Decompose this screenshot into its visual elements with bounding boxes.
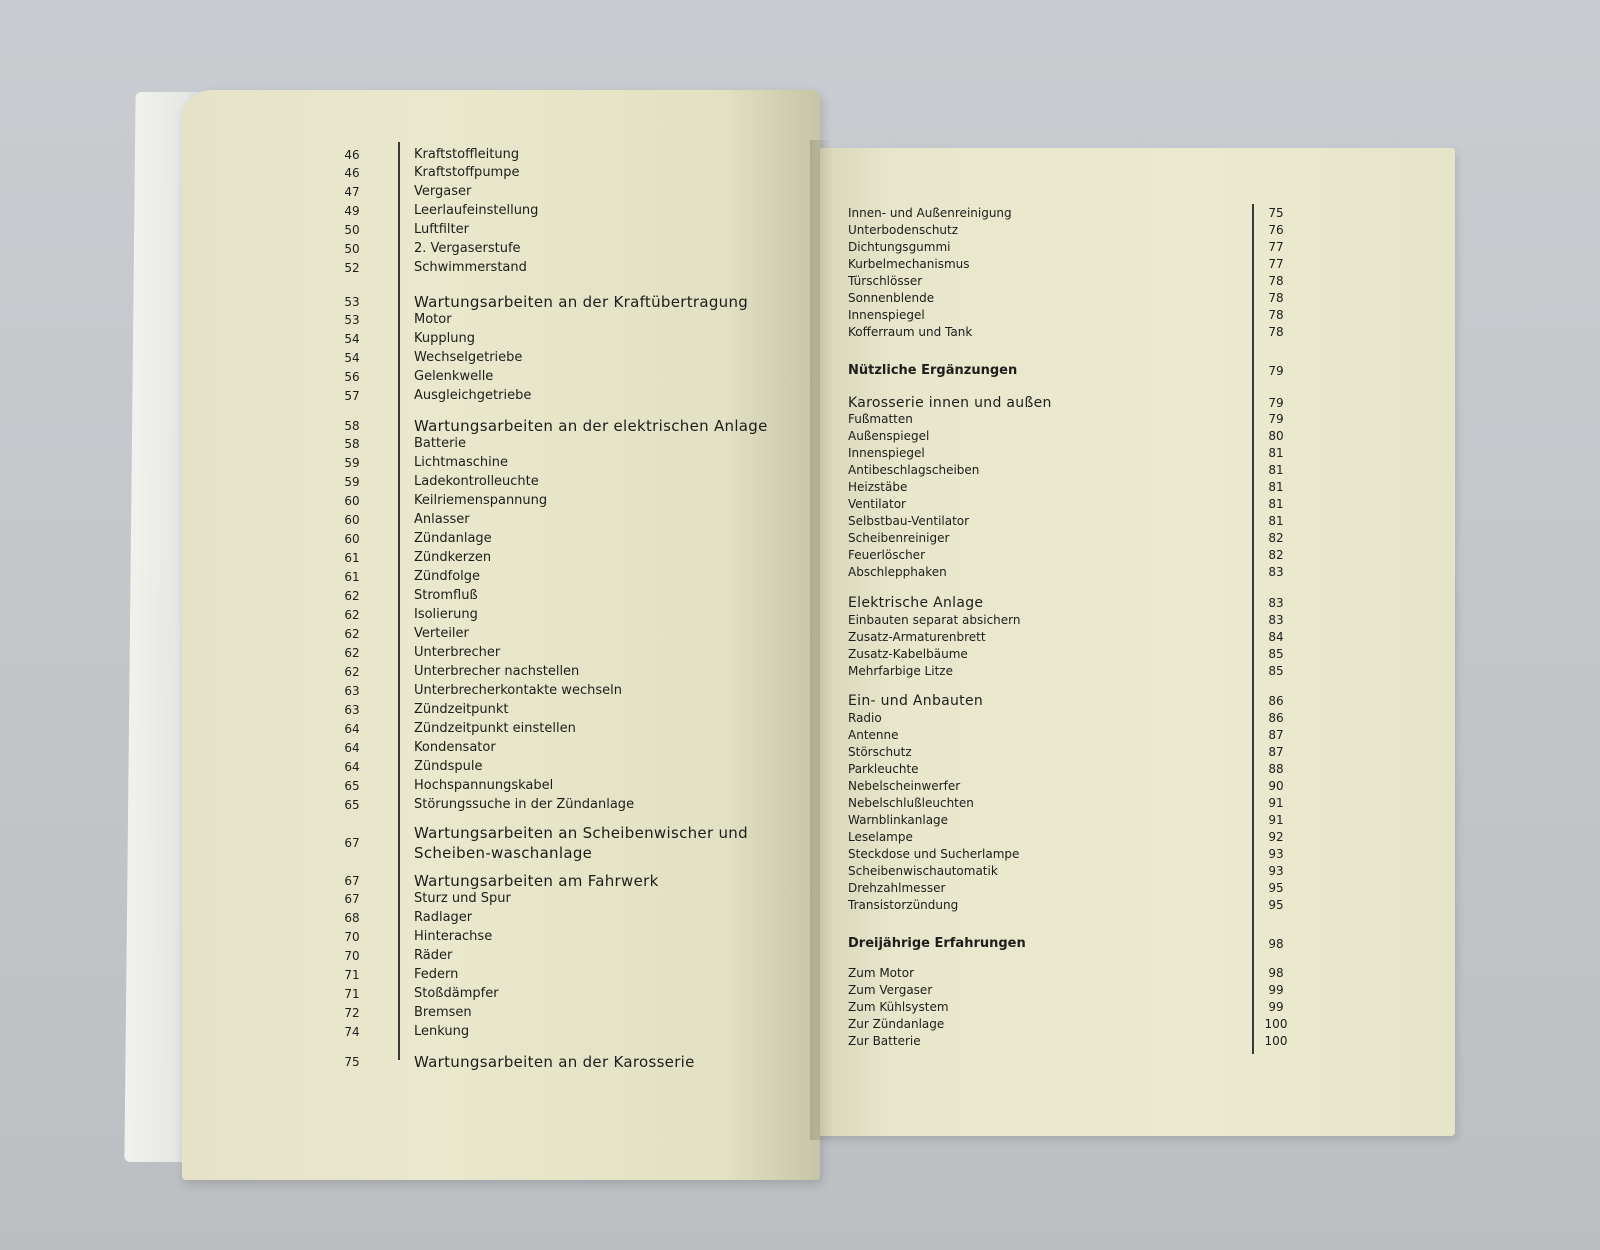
toc-entry <box>820 1015 1455 1033</box>
toc-entry-title: Zündkerzen <box>414 550 492 565</box>
toc-page-number: 67 <box>344 874 360 888</box>
toc-entry-title: Wartungsarbeiten an Scheibenwischer und Scheiben-waschanlage <box>414 824 748 862</box>
toc-entry-title: Motor <box>414 312 452 327</box>
toc-entry <box>820 662 1455 680</box>
toc-page-number: 60 <box>344 532 360 546</box>
toc-page-number: 58 <box>344 419 360 433</box>
toc-page-number: 59 <box>344 456 360 470</box>
toc-entry <box>182 329 782 349</box>
toc-entry <box>182 201 782 221</box>
toc-entry <box>182 643 782 663</box>
toc-entry-title: Innen- und Außenreinigung <box>848 206 1012 220</box>
toc-page-number: 63 <box>344 703 360 717</box>
toc-entry-title: Leerlaufeinstellung <box>414 203 539 218</box>
toc-entry-title: Vergaser <box>414 184 472 199</box>
toc-entry-title: Zur Batterie <box>848 1034 921 1048</box>
toc-entry <box>182 510 782 530</box>
toc-page-number: 62 <box>344 589 360 603</box>
toc-entry <box>182 145 782 165</box>
toc-entry-title: 2. Vergaserstufe <box>414 241 521 256</box>
toc-page-number: 70 <box>344 930 360 944</box>
toc-divider-line <box>398 142 400 1060</box>
toc-entry-title: Zündfolge <box>414 569 481 584</box>
toc-entry <box>182 434 782 454</box>
toc-entry <box>820 563 1455 581</box>
toc-entry-title: Kraftstoffpumpe <box>414 165 520 180</box>
toc-page-number: 77 <box>1268 257 1284 271</box>
toc-entry <box>182 163 782 183</box>
toc-section-heading <box>182 1052 782 1072</box>
toc-section-heading <box>182 823 782 862</box>
toc-page-number: 83 <box>1268 565 1284 579</box>
toc-entry-title: Ventilator <box>848 497 906 511</box>
toc-entry-title: Stoßdämpfer <box>414 986 499 1001</box>
toc-entry-title: Wartungsarbeiten an der elektrischen Anlage <box>414 417 768 435</box>
toc-entry <box>820 845 1455 863</box>
toc-page-number: 91 <box>1268 796 1284 810</box>
toc-section-heading <box>820 692 1455 710</box>
toc-entry <box>182 239 782 259</box>
toc-page-number: 54 <box>344 332 360 346</box>
toc-page-number: 81 <box>1268 446 1284 460</box>
toc-page-number: 62 <box>344 646 360 660</box>
toc-entry-title: Kupplung <box>414 331 475 346</box>
toc-page-number: 93 <box>1268 864 1284 878</box>
toc-entry-title: Dichtungsgummi <box>848 240 951 254</box>
toc-entry-title: Radlager <box>414 910 473 925</box>
toc-page-number: 85 <box>1268 664 1284 678</box>
toc-page-number: 84 <box>1268 630 1284 644</box>
toc-page-number: 81 <box>1268 480 1284 494</box>
toc-chapter-heading <box>820 362 1455 380</box>
toc-entry <box>820 427 1455 445</box>
toc-entry-title: Zum Motor <box>848 966 915 980</box>
toc-entry-title: Steckdose und Sucherlampe <box>848 847 1020 861</box>
toc-entry-title: Wartungsarbeiten an der Kraftübertragung <box>414 293 749 311</box>
toc-entry-title: Wartungsarbeiten an der Karosserie <box>414 1053 695 1071</box>
toc-page-number: 100 <box>1264 1017 1288 1031</box>
toc-entry-title: Wechselgetriebe <box>414 350 523 365</box>
toc-entry <box>182 908 782 928</box>
toc-entry-title: Türschlösser <box>848 274 923 288</box>
toc-entry-title: Heizstäbe <box>848 480 908 494</box>
toc-page-number: 65 <box>344 798 360 812</box>
toc-entry <box>820 461 1455 479</box>
toc-page-number: 62 <box>344 627 360 641</box>
toc-page-number: 82 <box>1268 548 1284 562</box>
toc-page-number: 88 <box>1268 762 1284 776</box>
toc-entry-title: Mehrfarbige Litze <box>848 664 953 678</box>
toc-entry <box>182 348 782 368</box>
toc-page-number: 71 <box>344 987 360 1001</box>
toc-page-number: 60 <box>344 513 360 527</box>
toc-entry-title: Sturz und Spur <box>414 891 511 906</box>
toc-entry-title: Außenspiegel <box>848 429 930 443</box>
toc-page-number: 76 <box>1268 223 1284 237</box>
toc-entry-title: Hochspannungskabel <box>414 778 554 793</box>
toc-page-number: 92 <box>1268 830 1284 844</box>
toc-entry-title: Abschlepphaken <box>848 565 947 579</box>
toc-entry <box>182 738 782 758</box>
toc-entry-title: Unterbrecher <box>414 645 501 660</box>
toc-entry-title: Kondensator <box>414 740 496 755</box>
toc-entry-title: Nebelscheinwerfer <box>848 779 961 793</box>
toc-entry <box>820 879 1455 897</box>
toc-page-number: 63 <box>344 684 360 698</box>
toc-page-number: 52 <box>344 261 360 275</box>
toc-entry <box>182 182 782 202</box>
toc-entry-title: Zündspule <box>414 759 483 774</box>
toc-entry <box>820 760 1455 778</box>
toc-page-number: 85 <box>1268 647 1284 661</box>
toc-page-number: 79 <box>1268 396 1284 410</box>
toc-entry-title: Zündzeitpunkt einstellen <box>414 721 576 736</box>
toc-entry <box>820 410 1455 428</box>
toc-entry <box>182 472 782 492</box>
toc-page-number: 86 <box>1268 694 1284 708</box>
toc-entry-title: Zum Vergaser <box>848 983 933 997</box>
toc-entry <box>182 310 782 330</box>
toc-entry <box>820 964 1455 982</box>
toc-entry-title: Elektrische Anlage <box>848 595 984 611</box>
toc-entry <box>820 896 1455 914</box>
right-page-contents <box>820 148 1455 1136</box>
right-page <box>820 148 1455 1136</box>
toc-entry <box>820 981 1455 999</box>
toc-page-number: 56 <box>344 370 360 384</box>
toc-entry <box>820 512 1455 530</box>
toc-entry <box>820 628 1455 646</box>
toc-page-number: 75 <box>1268 206 1284 220</box>
toc-entry <box>820 255 1455 273</box>
toc-page-number: 74 <box>344 1025 360 1039</box>
toc-entry <box>820 289 1455 307</box>
toc-entry <box>182 567 782 587</box>
toc-page-number: 62 <box>344 665 360 679</box>
toc-entry-title: Keilriemenspannung <box>414 493 548 508</box>
toc-entry-title: Ausgleichgetriebe <box>414 388 532 403</box>
toc-entry-title: Innenspiegel <box>848 446 925 460</box>
toc-entry <box>820 645 1455 663</box>
toc-entry-title: Verteiler <box>414 626 469 641</box>
toc-entry <box>182 605 782 625</box>
toc-entry-title: Warnblinkanlage <box>848 813 949 827</box>
toc-entry <box>182 795 782 815</box>
toc-entry-title: Wartungsarbeiten am Fahrwerk <box>414 872 659 890</box>
toc-entry-title: Fußmatten <box>848 412 913 426</box>
toc-page-number: 75 <box>344 1055 360 1069</box>
toc-entry <box>820 495 1455 513</box>
toc-entry-title: Antenne <box>848 728 899 742</box>
toc-entry <box>820 204 1455 222</box>
toc-entry-title: Federn <box>414 967 459 982</box>
toc-section-heading <box>182 292 782 312</box>
toc-entry <box>182 1003 782 1023</box>
toc-page-number: 99 <box>1268 1000 1284 1014</box>
toc-entry-title: Schwimmerstand <box>414 260 527 275</box>
toc-page-number: 53 <box>344 313 360 327</box>
toc-page-number: 64 <box>344 741 360 755</box>
toc-entry <box>182 586 782 606</box>
toc-page-number: 61 <box>344 570 360 584</box>
toc-entry-title: Zum Kühlsystem <box>848 1000 949 1014</box>
toc-entry-title: Lichtmaschine <box>414 455 508 470</box>
toc-page-number: 87 <box>1268 728 1284 742</box>
toc-entry-title: Isolierung <box>414 607 478 622</box>
toc-page-number: 65 <box>344 779 360 793</box>
toc-entry <box>182 946 782 966</box>
toc-entry <box>182 927 782 947</box>
left-page <box>182 90 820 1180</box>
toc-entry <box>820 529 1455 547</box>
toc-entry-title: Unterbrecherkontakte wechseln <box>414 683 622 698</box>
toc-page-number: 95 <box>1268 898 1284 912</box>
toc-entry-title: Parkleuchte <box>848 762 919 776</box>
toc-page-number: 79 <box>1268 412 1284 426</box>
toc-entry <box>820 444 1455 462</box>
toc-entry <box>820 546 1455 564</box>
toc-entry <box>182 1022 782 1042</box>
toc-page-number: 46 <box>344 166 360 180</box>
toc-entry-title: Batterie <box>414 436 467 451</box>
toc-page-number: 58 <box>344 437 360 451</box>
toc-entry-title: Karosserie innen und außen <box>848 395 1052 411</box>
toc-entry-title: Hinterachse <box>414 929 493 944</box>
toc-page-number: 78 <box>1268 308 1284 322</box>
toc-entry <box>820 272 1455 290</box>
toc-page-number: 99 <box>1268 983 1284 997</box>
toc-page-number: 78 <box>1268 274 1284 288</box>
toc-entry-title: Anlasser <box>414 512 470 527</box>
toc-entry-title: Zusatz-Armaturenbrett <box>848 630 986 644</box>
toc-entry <box>820 862 1455 880</box>
toc-entry-title: Nützliche Ergänzungen <box>848 363 1018 378</box>
toc-entry <box>182 965 782 985</box>
toc-entry-title: Kurbelmechanismus <box>848 257 970 271</box>
toc-section-heading <box>182 871 782 891</box>
toc-page-number: 62 <box>344 608 360 622</box>
toc-divider-line <box>1252 204 1254 1054</box>
toc-entry-title: Selbstbau-Ventilator <box>848 514 970 528</box>
toc-entry-title: Gelenkwelle <box>414 369 494 384</box>
book-gutter <box>810 140 832 1140</box>
toc-entry <box>182 984 782 1004</box>
toc-page-number: 82 <box>1268 531 1284 545</box>
toc-entry-title: Transistorzündung <box>848 898 959 912</box>
toc-page-number: 79 <box>1268 364 1284 378</box>
toc-page-number: 78 <box>1268 325 1284 339</box>
toc-entry-title: Räder <box>414 948 453 963</box>
toc-entry-title: Ein- und Anbauten <box>848 693 984 709</box>
toc-page-number: 81 <box>1268 463 1284 477</box>
toc-page-number: 87 <box>1268 745 1284 759</box>
toc-entry <box>182 453 782 473</box>
toc-page-number: 95 <box>1268 881 1284 895</box>
toc-page-number: 80 <box>1268 429 1284 443</box>
toc-page-number: 86 <box>1268 711 1284 725</box>
toc-entry-title: Zündzeitpunkt <box>414 702 509 717</box>
toc-entry-title: Lenkung <box>414 1024 470 1039</box>
toc-entry <box>820 828 1455 846</box>
toc-entry-title: Unterbodenschutz <box>848 223 959 237</box>
toc-page-number: 67 <box>344 892 360 906</box>
toc-entry-title: Sonnenblende <box>848 291 935 305</box>
toc-entry <box>182 757 782 777</box>
toc-entry-title: Feuerlöscher <box>848 548 925 562</box>
toc-page-number: 77 <box>1268 240 1284 254</box>
toc-entry <box>820 1032 1455 1050</box>
toc-page-number: 98 <box>1268 966 1284 980</box>
toc-entry-title: Leselampe <box>848 830 913 844</box>
toc-entry-title: Zündanlage <box>414 531 492 546</box>
toc-entry <box>820 726 1455 744</box>
toc-entry <box>820 238 1455 256</box>
toc-entry <box>820 998 1455 1016</box>
toc-entry <box>182 662 782 682</box>
toc-entry <box>820 611 1455 629</box>
toc-entry-title: Störungssuche in der Zündanlage <box>414 797 635 812</box>
toc-entry-title: Luftfilter <box>414 222 469 237</box>
toc-entry <box>820 478 1455 496</box>
toc-entry <box>820 323 1455 341</box>
toc-entry <box>820 221 1455 239</box>
toc-entry-title: Bremsen <box>414 1005 472 1020</box>
toc-page-number: 98 <box>1268 937 1284 951</box>
toc-entry <box>182 220 782 240</box>
toc-entry-title: Stromfluß <box>414 588 478 603</box>
toc-page-number: 78 <box>1268 291 1284 305</box>
toc-page-number: 46 <box>344 148 360 162</box>
toc-entry <box>182 529 782 549</box>
toc-section-heading <box>182 416 782 436</box>
toc-page-number: 50 <box>344 242 360 256</box>
toc-entry <box>820 306 1455 324</box>
toc-page-number: 83 <box>1268 596 1284 610</box>
toc-entry-title: Scheibenwischautomatik <box>848 864 998 878</box>
toc-entry <box>820 794 1455 812</box>
toc-entry <box>820 709 1455 727</box>
toc-page-number: 91 <box>1268 813 1284 827</box>
toc-entry-title: Kraftstoffleitung <box>414 147 520 162</box>
toc-page-number: 64 <box>344 722 360 736</box>
toc-entry-title: Kofferraum und Tank <box>848 325 973 339</box>
toc-entry <box>182 681 782 701</box>
left-page-contents <box>182 90 820 1180</box>
toc-chapter-heading <box>820 935 1455 953</box>
toc-entry-title: Einbauten separat absichern <box>848 613 1021 627</box>
toc-page-number: 71 <box>344 968 360 982</box>
toc-page-number: 100 <box>1264 1034 1288 1048</box>
toc-entry <box>820 811 1455 829</box>
toc-entry-title: Unterbrecher nachstellen <box>414 664 580 679</box>
toc-entry-title: Ladekontrolleuchte <box>414 474 539 489</box>
toc-page-number: 57 <box>344 389 360 403</box>
toc-entry-title: Radio <box>848 711 882 725</box>
toc-page-number: 47 <box>344 185 360 199</box>
toc-entry <box>182 386 782 406</box>
toc-page-number: 53 <box>344 295 360 309</box>
toc-entry <box>182 491 782 511</box>
toc-entry <box>820 777 1455 795</box>
toc-entry <box>182 719 782 739</box>
toc-entry <box>182 889 782 909</box>
toc-entry <box>182 258 782 278</box>
toc-entry-title: Dreijährige Erfahrungen <box>848 936 1026 951</box>
toc-page-number: 64 <box>344 760 360 774</box>
toc-page-number: 70 <box>344 949 360 963</box>
toc-page-number: 61 <box>344 551 360 565</box>
toc-entry <box>182 700 782 720</box>
toc-page-number: 67 <box>344 836 360 850</box>
toc-page-number: 59 <box>344 475 360 489</box>
toc-entry-title: Antibeschlagscheiben <box>848 463 980 477</box>
toc-entry-title: Innenspiegel <box>848 308 925 322</box>
toc-page-number: 50 <box>344 223 360 237</box>
toc-page-number: 81 <box>1268 497 1284 511</box>
toc-page-number: 93 <box>1268 847 1284 861</box>
toc-page-number: 54 <box>344 351 360 365</box>
toc-page-number: 68 <box>344 911 360 925</box>
toc-page-number: 90 <box>1268 779 1284 793</box>
toc-entry <box>182 624 782 644</box>
toc-page-number: 83 <box>1268 613 1284 627</box>
toc-page-number: 49 <box>344 204 360 218</box>
toc-entry <box>182 367 782 387</box>
toc-entry-title: Zusatz-Kabelbäume <box>848 647 968 661</box>
toc-page-number: 60 <box>344 494 360 508</box>
toc-entry-title: Scheibenreiniger <box>848 531 950 545</box>
toc-entry-title: Zur Zündanlage <box>848 1017 945 1031</box>
toc-entry-title: Störschutz <box>848 745 912 759</box>
toc-section-heading <box>820 594 1455 612</box>
toc-entry <box>182 548 782 568</box>
toc-entry <box>182 776 782 796</box>
toc-entry-title: Drehzahlmesser <box>848 881 946 895</box>
toc-page-number: 72 <box>344 1006 360 1020</box>
toc-entry-title: Nebelschlußleuchten <box>848 796 974 810</box>
toc-page-number: 81 <box>1268 514 1284 528</box>
toc-entry <box>820 743 1455 761</box>
